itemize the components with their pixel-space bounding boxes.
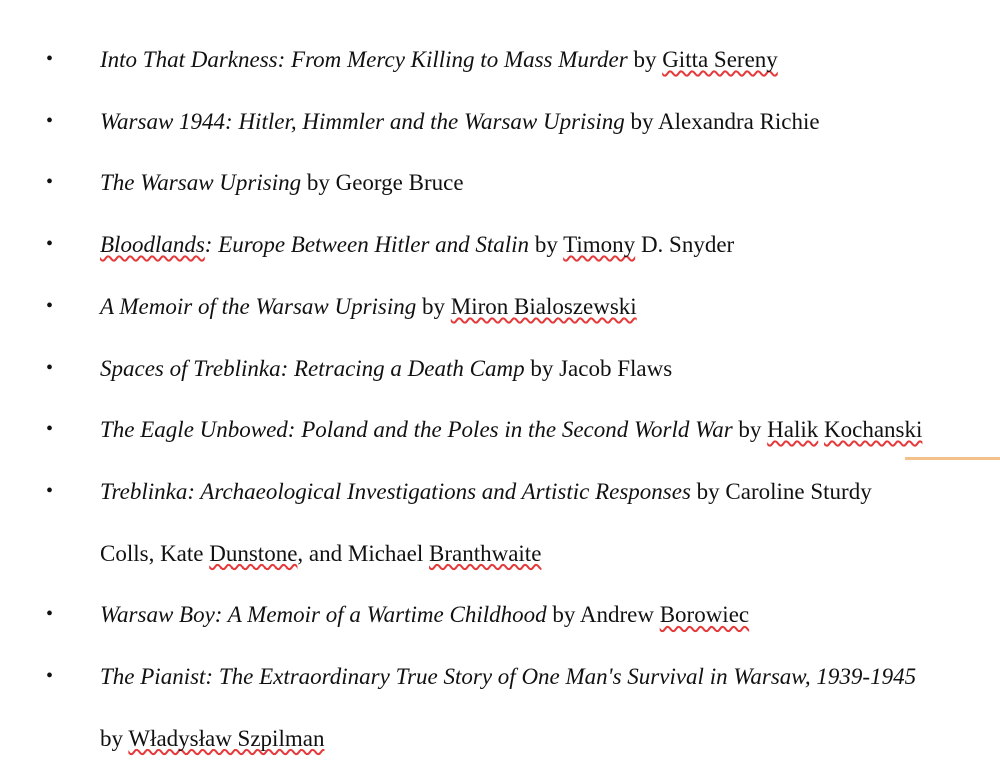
book-byline: by Andrew — [546, 602, 660, 628]
book-byline: by — [732, 417, 768, 443]
book-author-misspelled[interactable]: Branthwaite — [429, 540, 542, 566]
list-item-line — [100, 646, 1000, 708]
book-title-rest: : Europe Between Hitler and Stalin — [204, 232, 530, 258]
list-item[interactable] — [0, 91, 1000, 153]
book-title: The Pianist: The Extraordinary True Story of One Man's Survival in Warsaw, 1939-1945 — [100, 664, 917, 690]
bullet: • — [46, 603, 54, 626]
book-author-misspelled[interactable]: Kochanski — [824, 417, 923, 443]
book-title: Into That Darkness: From Mercy Killing to Mass Murder — [100, 47, 628, 72]
list-item-line — [100, 461, 1000, 523]
list-item-line — [100, 338, 1000, 400]
bullet: • — [46, 171, 54, 194]
book-title: The Eagle Unbowed: Poland and the Poles in the Second World War — [100, 417, 733, 443]
book-byline: by — [416, 293, 451, 319]
bullet: • — [46, 109, 54, 132]
book-title: Treblinka: Archaeological Investigations and Artistic Responses — [100, 478, 691, 504]
book-title: Warsaw Boy: A Memoir of a Wartime Childhood — [100, 602, 547, 628]
book-title-misspelled[interactable]: Bloodlands — [100, 232, 205, 258]
book-byline: by — [100, 725, 129, 751]
list-item[interactable] — [0, 214, 1000, 276]
book-byline: by George Bruce — [301, 170, 464, 196]
list-item-line — [100, 399, 1000, 461]
book-author-misspelled[interactable]: Gitta Sereny — [662, 47, 778, 72]
book-list — [0, 29, 1000, 769]
book-author-rest: D. Snyder — [635, 232, 735, 258]
book-title: Warsaw 1944: Hitler, Himmler and the Warsaw Uprising — [100, 108, 625, 134]
list-item-line — [100, 584, 1000, 646]
book-author-part: , and Michael — [297, 540, 429, 566]
list-item-line — [100, 29, 1000, 91]
book-title: The Warsaw Uprising — [100, 170, 302, 196]
book-author-misspelled[interactable]: Borowiec — [659, 602, 750, 628]
bullet: • — [46, 233, 54, 256]
list-item[interactable] — [0, 152, 1000, 214]
list-item[interactable] — [0, 584, 1000, 646]
book-byline: by Caroline Sturdy — [690, 478, 872, 504]
book-author-misspelled[interactable]: Timony — [563, 232, 636, 258]
book-author-misspelled[interactable]: Halik — [767, 417, 819, 443]
bullet: • — [46, 48, 54, 70]
bullet: • — [46, 294, 54, 317]
book-byline: by — [627, 47, 663, 72]
book-author-misspelled[interactable]: Władysław Szpilman — [128, 725, 325, 751]
book-author-misspelled[interactable]: Miron Bialoszewski — [450, 293, 637, 319]
book-title: Spaces of Treblinka: Retracing a Death Camp — [100, 355, 525, 381]
list-item[interactable] — [0, 338, 1000, 400]
list-item[interactable] — [0, 29, 1000, 91]
list-item-line — [100, 214, 1000, 276]
book-author-misspelled[interactable]: Dunstone — [209, 540, 298, 566]
list-item[interactable] — [0, 461, 1000, 584]
list-item[interactable] — [0, 646, 1000, 769]
book-title: A Memoir of the Warsaw Uprising — [100, 293, 417, 319]
list-item-line — [100, 276, 1000, 338]
margin-marker — [905, 457, 1000, 460]
bullet: • — [46, 479, 54, 502]
book-byline: by — [529, 232, 564, 258]
list-item-line — [100, 91, 1000, 153]
book-byline: by Jacob Flaws — [524, 355, 673, 381]
bullet: • — [46, 356, 54, 379]
list-item-line-continued — [100, 708, 1000, 769]
book-byline: by Alexandra Richie — [624, 108, 820, 134]
list-item[interactable] — [0, 276, 1000, 338]
list-item[interactable] — [0, 399, 1000, 461]
bullet: • — [46, 418, 54, 441]
list-item-line — [100, 152, 1000, 214]
list-item-line-continued — [100, 523, 1000, 585]
bullet: • — [46, 665, 54, 688]
book-author-part: Colls, Kate — [100, 540, 210, 566]
